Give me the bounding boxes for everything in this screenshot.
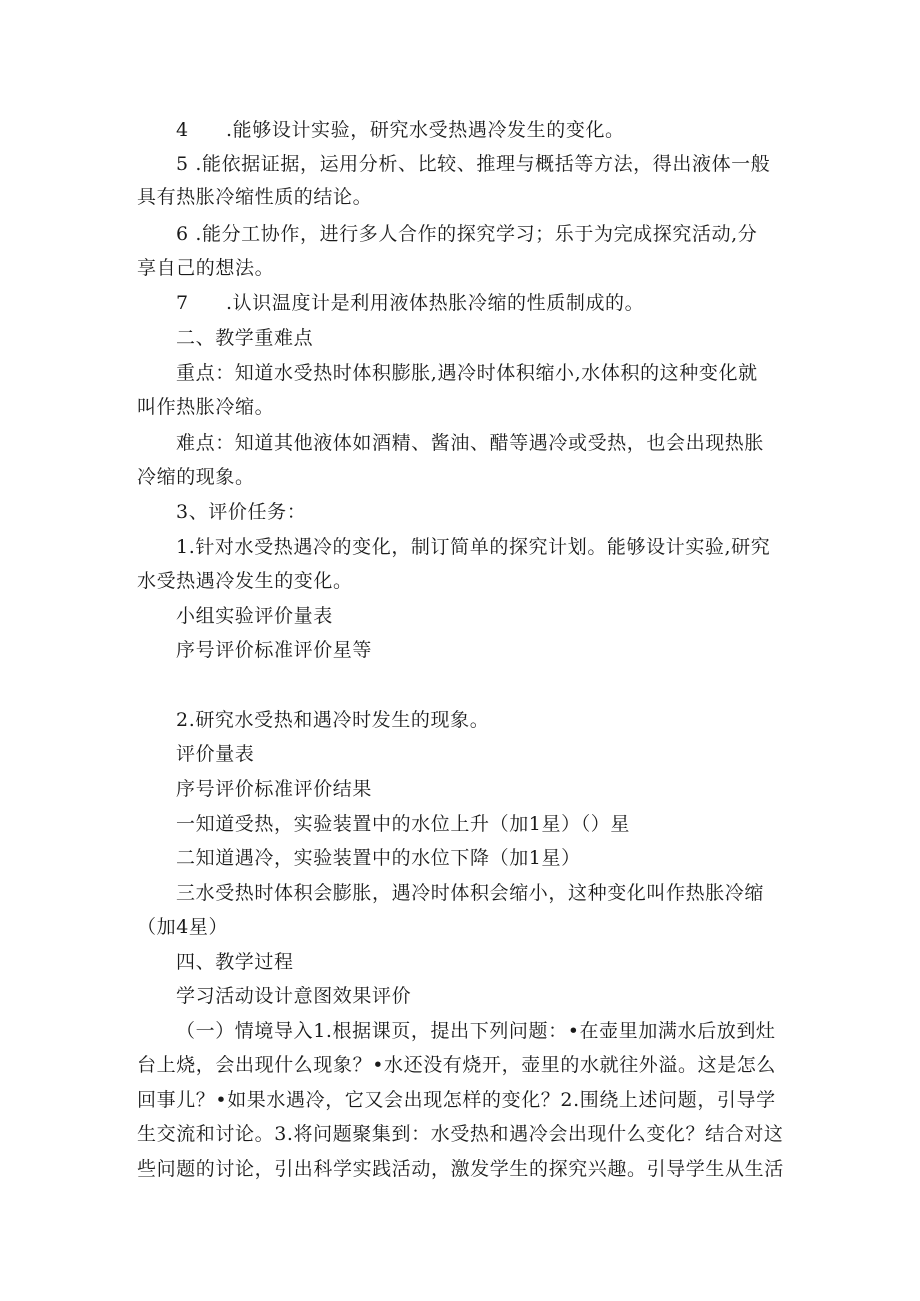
item-number: 4 bbox=[176, 119, 189, 141]
task-1-line-2: 水受热遇冷发生的变化。 bbox=[137, 570, 353, 592]
table-2-row-3-line-2: （加4星） bbox=[137, 916, 229, 938]
process-paragraph-line-1: （一）情境导入1.根据课页，提出下列问题：•在壶里加满水后放到灶 bbox=[176, 1020, 776, 1042]
task-2: 2.研究水受热和遇冷时发生的现象。 bbox=[176, 709, 490, 731]
table-2-header: 序号评价标准评价结果 bbox=[176, 778, 373, 800]
objective-item-6-line-2: 享自己的想法。 bbox=[137, 257, 275, 279]
item-text: .能够设计实验，研究水受热遇冷发生的变化。 bbox=[226, 119, 625, 141]
section-heading-4: 四、教学过程 bbox=[176, 951, 294, 973]
item-text: .认识温度计是利用液体热胀冷缩的性质制成的。 bbox=[226, 292, 645, 314]
objective-item-6-line-1: 6 .能分工协作，进行多人合作的探究学习；乐于为完成探究活动,分 bbox=[176, 223, 758, 245]
process-paragraph-line-3: 回事儿？•如果水遇冷，它又会出现怎样的变化？2.围绕上述问题，引导学 bbox=[137, 1089, 776, 1111]
objective-item-4 bbox=[176, 118, 625, 142]
section-heading-2: 二、教学重难点 bbox=[176, 327, 314, 349]
table-1-title: 小组实验评价量表 bbox=[176, 605, 333, 627]
table-2-row-2: 二知道遇冷，实验装置中的水位下降（加1星） bbox=[176, 847, 581, 869]
table-2-row-3-line-1: 三水受热时体积会膨胀，遇冷时体积会缩小，这种变化叫作热胀冷缩 bbox=[176, 882, 765, 904]
table-2-title: 评价量表 bbox=[176, 743, 255, 765]
objective-item-5-line-1: 5 .能依据证据，运用分析、比较、推理与概括等方法，得出液体一般 bbox=[176, 153, 771, 175]
process-paragraph-line-4: 生交流和讨论。3.将问题聚集到：水受热和遇冷会出现什么变化？结合对这 bbox=[137, 1123, 784, 1145]
table-1-header: 序号评价标准评价星等 bbox=[176, 639, 373, 661]
difficult-point-line-1: 难点：知道其他液体如酒精、酱油、醋等遇冷或受热，也会出现热胀 bbox=[176, 432, 765, 454]
process-table-header: 学习活动设计意图效果评价 bbox=[176, 985, 412, 1007]
key-point-line-2: 叫作热胀冷缩。 bbox=[137, 396, 275, 418]
key-point-line-1: 重点：知道水受热时体积膨胀,遇冷时体积缩小,水体积的这种变化就 bbox=[176, 362, 758, 384]
process-paragraph-line-5: 些问题的讨论，引出科学实践活动，激发学生的探究兴趣。引导学生从生活 bbox=[137, 1158, 784, 1180]
table-2-row-1: 一知道受热，实验装置中的水位上升（加1星）（）星 bbox=[176, 813, 630, 835]
objective-item-7 bbox=[176, 291, 644, 315]
item-number: 7 bbox=[176, 292, 189, 314]
objective-item-5-line-2: 具有热胀冷缩性质的结论。 bbox=[137, 186, 373, 208]
difficult-point-line-2: 冷缩的现象。 bbox=[137, 466, 255, 488]
process-paragraph-line-2: 台上烧，会出现什么现象？•水还没有烧开，壶里的水就往外溢。这是怎么 bbox=[137, 1054, 777, 1076]
section-heading-3: 3、评价任务： bbox=[176, 501, 307, 523]
task-1-line-1: 1.针对水受热遇冷的变化，制订简单的探究计划。能够设计实验,研究 bbox=[176, 536, 771, 558]
